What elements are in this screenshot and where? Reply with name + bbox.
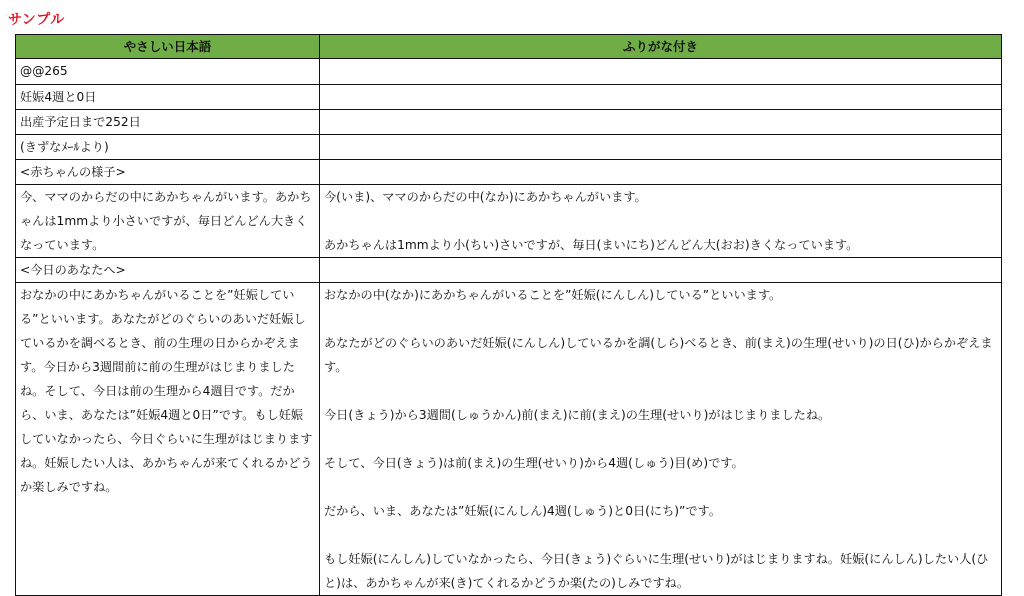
table-row bbox=[16, 85, 1002, 110]
cell-right[interactable] bbox=[320, 85, 1002, 110]
cell-left[interactable] bbox=[16, 135, 320, 160]
cell-left[interactable] bbox=[16, 160, 320, 185]
header-furigana: ふりがな付き bbox=[320, 35, 1002, 59]
header-easy-japanese: やさしい日本語 bbox=[16, 35, 320, 59]
cell-text: 出産予定日まで252日 bbox=[20, 115, 141, 129]
cell-text: 妊娠4週と0日 bbox=[20, 90, 97, 104]
table-row bbox=[16, 258, 1002, 283]
cell-text: (きずなﾒｰﾙより) bbox=[20, 140, 109, 154]
table-row bbox=[16, 283, 1002, 596]
cell-text: <今日のあなたへ> bbox=[20, 263, 126, 277]
cell-text: 今(いま)、ママのからだの中(なか)にあかちゃんがいます。 あかちゃんは1mmより小(ちい)さいですが、毎日(まいにち)どんどん大(おお)きくなっています。 bbox=[324, 190, 859, 252]
sample-table bbox=[15, 34, 1002, 596]
cell-text: おなかの中(なか)にあかちゃんがいることを”妊娠(にんしん)している”といいます。 あなたがどのぐらいのあいだ妊娠(にんしん)しているかを調(しら)べるとき、前(まえ)の生理(せいり)の日(ひ)からかぞえます。 今日(きょう)から3週間(しゅうかん)前(まえ)に前(まえ)の生理(せいり)がはじまりましたね。 そして、今日(きょう)は前(まえ)の生理(せいり)から4週(しゅう)目(め)です。 だから、いま、あなたは”妊娠(にんしん)4週(しゅう)と0日(にち)”です。 もし妊娠(にんしん)していなかったら、今日(きょう)ぐらいに生理(せいり)がはじまりますね。妊娠(にんしん)したい人(ひと)は、あかちゃんが来(き)てくれるかどうか楽(たの)しみですね。 bbox=[324, 288, 993, 590]
cell-left[interactable] bbox=[16, 110, 320, 135]
cell-left[interactable] bbox=[16, 185, 320, 258]
table-row bbox=[16, 185, 1002, 258]
header-row bbox=[16, 35, 1002, 59]
page-title: サンプル bbox=[8, 12, 65, 28]
cell-left[interactable] bbox=[16, 283, 320, 596]
cell-right[interactable] bbox=[320, 59, 1002, 85]
cell-right[interactable] bbox=[320, 283, 1002, 596]
table-row bbox=[16, 135, 1002, 160]
cell-right[interactable] bbox=[320, 135, 1002, 160]
cell-right[interactable] bbox=[320, 258, 1002, 283]
table-row bbox=[16, 160, 1002, 185]
table-row bbox=[16, 110, 1002, 135]
table-row bbox=[16, 59, 1002, 85]
cell-text: <赤ちゃんの様子> bbox=[20, 165, 126, 179]
cell-right[interactable] bbox=[320, 160, 1002, 185]
cell-left[interactable] bbox=[16, 59, 320, 85]
cell-left[interactable] bbox=[16, 258, 320, 283]
cell-text: @@265 bbox=[20, 64, 68, 78]
cell-text: 今、ママのからだの中にあかちゃんがいます。あかちゃんは1mmより小さいですが、毎日どんどん大きくなっています。 bbox=[20, 190, 312, 252]
cell-left[interactable] bbox=[16, 85, 320, 110]
cell-text: おなかの中にあかちゃんがいることを”妊娠している”といいます。あなたがどのぐらいのあいだ妊娠しているかを調べるとき、前の生理の日からかぞえます。今日から3週間前に前の生理がはじまりましたね。そして、今日は前の生理から4週目です。だから、いま、あなたは”妊娠4週と0日”です。もし妊娠していなかったら、今日ぐらいに生理がはじまりますね。妊娠したい人は、あかちゃんが来てくれるかどうか楽しみですね。 bbox=[20, 288, 313, 494]
cell-right[interactable] bbox=[320, 185, 1002, 258]
cell-right[interactable] bbox=[320, 110, 1002, 135]
